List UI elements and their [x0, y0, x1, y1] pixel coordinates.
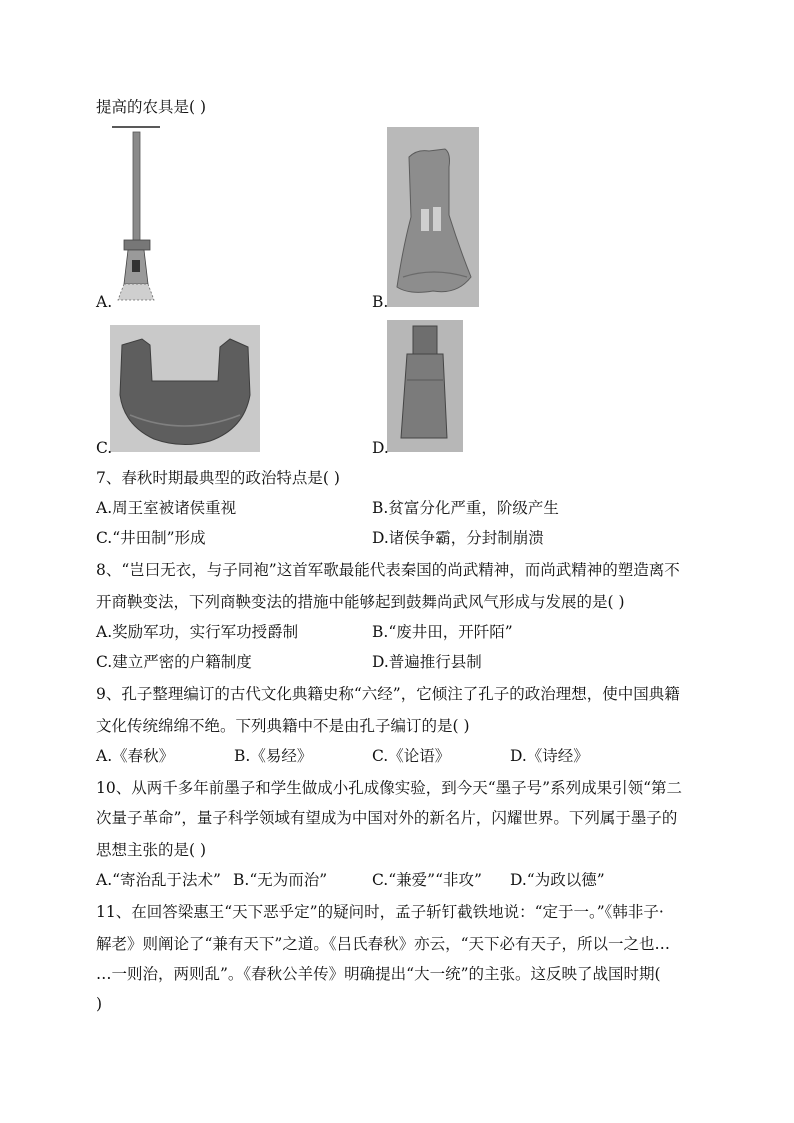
q10-stem-line-2: 次量子革命”，量子科学领域有望成为中国对外的新名片，闪耀世界。下列属于墨子的 — [96, 809, 678, 827]
q6-stem-tail: 提高的农具是( ) — [96, 98, 207, 116]
option-d-label: D. — [372, 439, 389, 457]
q8-stem-line-2: 开商鞅变法，下列商鞅变法的措施中能够起到鼓舞尚武风气形成与发展的是( ) — [96, 593, 625, 611]
q7-option-b: B.贫富分化严重，阶级产生 — [372, 499, 559, 517]
option-a-label: A. — [96, 293, 113, 311]
q7-option-a: A.周王室被诸侯重视 — [96, 499, 237, 517]
q10-stem-line-3: 思想主张的是( ) — [96, 841, 207, 859]
option-c-image — [110, 325, 260, 452]
q10-option-d: D.“为政以德” — [510, 871, 605, 889]
option-b-image — [387, 127, 479, 307]
q11-stem-line-4: ) — [96, 995, 103, 1013]
q8-option-a: A.奖励军功，实行军功授爵制 — [96, 623, 299, 641]
q11-stem-line-2: 解老》则阐论了“兼有天下”之道。《吕氏春秋》亦云，“天下必有天子，所以一之也… — [96, 935, 671, 953]
option-a-image — [110, 124, 160, 306]
q9-option-c: C.《论语》 — [372, 747, 451, 765]
q10-stem-line-1: 10、从两千多年前墨子和学生做成小孔成像实验，到今天“墨子号”系列成果引领“第二 — [96, 779, 682, 797]
q8-option-d: D.普遍推行县制 — [372, 653, 482, 671]
q8-option-c: C.建立严密的户籍制度 — [96, 653, 252, 671]
q9-option-b: B.《易经》 — [234, 747, 313, 765]
q10-option-c: C.“兼爱”“非攻” — [372, 871, 482, 889]
q8-stem-line-1: 8、“岂曰无衣，与子同袍”这首军歌最能代表秦国的尚武精神，而尚武精神的塑造离不 — [96, 561, 680, 579]
q11-stem-line-1: 11、在回答梁惠王“天下恶乎定”的疑问时，孟子斩钉截铁地说：“定于一。”《韩非子· — [96, 903, 664, 921]
q9-stem-line-2: 文化传统绵绵不绝。下列典籍中不是由孔子编订的是( ) — [96, 717, 470, 735]
option-b-label: B. — [372, 293, 389, 311]
q10-option-a: A.“寄治乱于法术” — [96, 871, 221, 889]
q9-option-d: D.《诗经》 — [510, 747, 589, 765]
q9-stem-line-1: 9、孔子整理编订的古代文化典籍史称“六经”，它倾注了孔子的政治理想，使中国典籍 — [96, 685, 680, 703]
q8-option-b: B.“废井田，开阡陌” — [372, 623, 513, 641]
q9-option-a: A.《春秋》 — [96, 747, 175, 765]
q7-option-c: C.“井田制”形成 — [96, 529, 206, 547]
q11-stem-line-3: …一则治，两则乱”。《春秋公羊传》明确提出“大一统”的主张。这反映了战国时期( — [96, 965, 661, 983]
q10-option-b: B.“无为而治” — [233, 871, 328, 889]
option-c-label: C. — [96, 439, 113, 457]
q7-option-d: D.诸侯争霸，分封制崩溃 — [372, 529, 544, 547]
option-d-image — [387, 320, 463, 452]
q7-stem: 7、春秋时期最典型的政治特点是( ) — [96, 469, 340, 487]
